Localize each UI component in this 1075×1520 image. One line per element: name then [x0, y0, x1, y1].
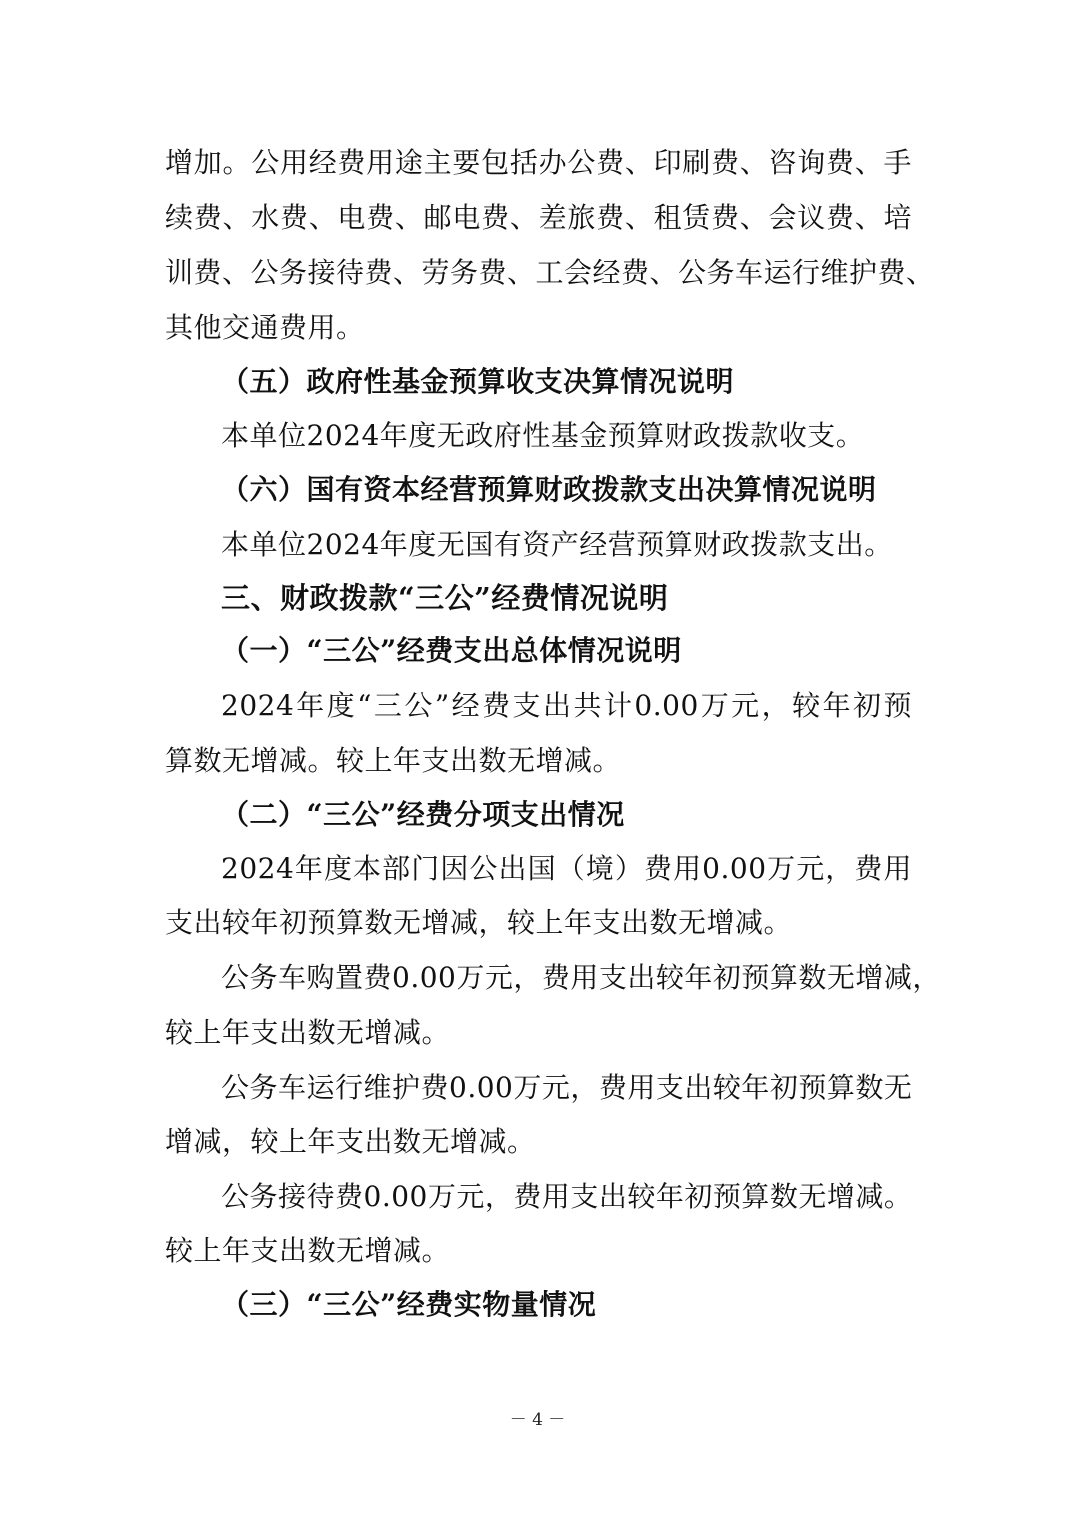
paragraph-line: 较上年支出数无增减。	[165, 1016, 451, 1049]
section-heading-5: （五）政府性基金预算收支决算情况说明	[221, 365, 735, 398]
paragraph-line: 2024年度“三公”经费支出共计0.00万元，较年初预	[221, 689, 912, 722]
page-number: － 4 －	[509, 1410, 566, 1430]
paragraph-line: 公务接待费0.00万元，费用支出较年初预算数无增减。	[221, 1180, 913, 1213]
paragraph-line: 其他交通费用。	[165, 311, 365, 344]
section-heading-3: （三）“三公”经费实物量情况	[221, 1288, 597, 1321]
section-heading-2: （二）“三公”经费分项支出情况	[221, 798, 625, 831]
section-heading-6: （六）国有资本经营预算财政拨款支出决算情况说明	[221, 473, 877, 506]
paragraph-line: 2024年度本部门因公出国（境）费用0.00万元，费用	[221, 852, 912, 885]
paragraph-line: 训费、公务接待费、劳务费、工会经费、公务车运行维护费、	[165, 256, 935, 289]
chapter-heading-3: 三、财政拨款“三公”经费情况说明	[221, 581, 669, 615]
paragraph-line: 公务车运行维护费0.00万元，费用支出较年初预算数无	[221, 1071, 913, 1104]
paragraph-line: 公务车购置费0.00万元，费用支出较年初预算数无增减，	[221, 961, 941, 994]
paragraph-line: 本单位2024年度无政府性基金预算财政拨款收支。	[221, 419, 865, 452]
paragraph-line: 较上年支出数无增减。	[165, 1234, 451, 1267]
paragraph-line: 本单位2024年度无国有资产经营预算财政拨款支出。	[221, 528, 893, 561]
paragraph-line: 支出较年初预算数无增减，较上年支出数无增减。	[165, 906, 793, 939]
paragraph-line: 算数无增减。较上年支出数无增减。	[165, 744, 622, 777]
section-heading-1: （一）“三公”经费支出总体情况说明	[221, 634, 682, 667]
paragraph-line: 增减，较上年支出数无增减。	[165, 1125, 536, 1158]
paragraph-line: 增加。公用经费用途主要包括办公费、印刷费、咨询费、手	[165, 146, 912, 179]
paragraph-line: 续费、水费、电费、邮电费、差旅费、租赁费、会议费、培	[165, 201, 912, 234]
